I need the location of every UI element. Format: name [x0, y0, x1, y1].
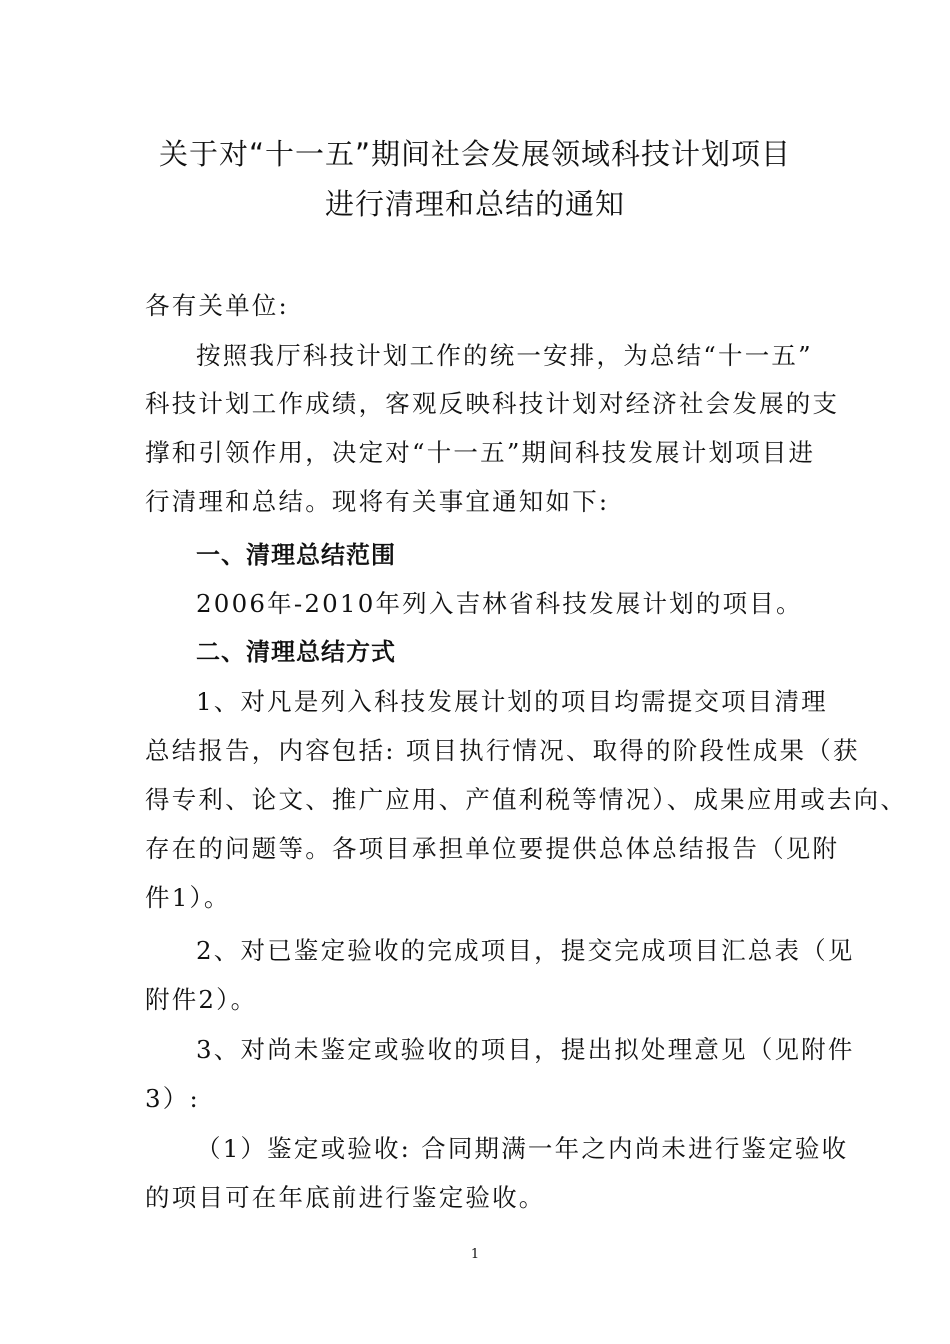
intro-line-2: 科技计划工作成绩，客观反映科技计划对经济社会发展的支 [145, 389, 840, 418]
document-title-line-1: 关于对“十一五”期间社会发展领域科技计划项目 [158, 137, 792, 171]
item-2-line-1: 2、对已鉴定验收的完成项目，提交完成项目汇总表（见 [196, 936, 855, 965]
intro-line-4: 行清理和总结。现将有关事宜通知如下: [145, 487, 610, 516]
item-1-line-5: 件1）。 [145, 883, 231, 912]
item-1-line-2: 总结报告，内容包括: 项目执行情况、取得的阶段性成果（获 [145, 736, 860, 765]
item-1-line-3: 得专利、论文、推广应用、产值利税等情况）、成果应用或去向、 [145, 785, 908, 814]
section-2-heading: 二、清理总结方式 [196, 638, 396, 666]
item-3-line-1: 3、对尚未鉴定或验收的项目，提出拟处理意见（见附件 [196, 1035, 855, 1064]
section-1-heading: 一、清理总结范围 [196, 541, 396, 569]
document-title-line-2: 进行清理和总结的通知 [324, 187, 625, 221]
item-1-line-1: 1、对凡是列入科技发展计划的项目均需提交项目清理 [196, 687, 828, 716]
section-1-text: 2006年-2010年列入吉林省科技发展计划的项目。 [196, 589, 803, 618]
item-2-line-2: 附件2）。 [145, 985, 258, 1014]
intro-line-3: 撑和引领作用，决定对“十一五”期间科技发展计划项目进 [145, 438, 816, 467]
intro-line-1: 按照我厅科技计划工作的统一安排，为总结“十一五” [196, 341, 813, 370]
salutation: 各有关单位: [145, 291, 289, 320]
sub-item-1-line-2: 的项目可在年底前进行鉴定验收。 [145, 1183, 546, 1212]
page-number: 1 [470, 1247, 480, 1262]
item-1-line-4: 存在的问题等。各项目承担单位要提供总体总结报告（见附 [145, 834, 840, 863]
sub-item-1-line-1: （1）鉴定或验收: 合同期满一年之内尚未进行鉴定验收 [196, 1134, 849, 1163]
item-3-line-2: 3）: [145, 1084, 200, 1113]
